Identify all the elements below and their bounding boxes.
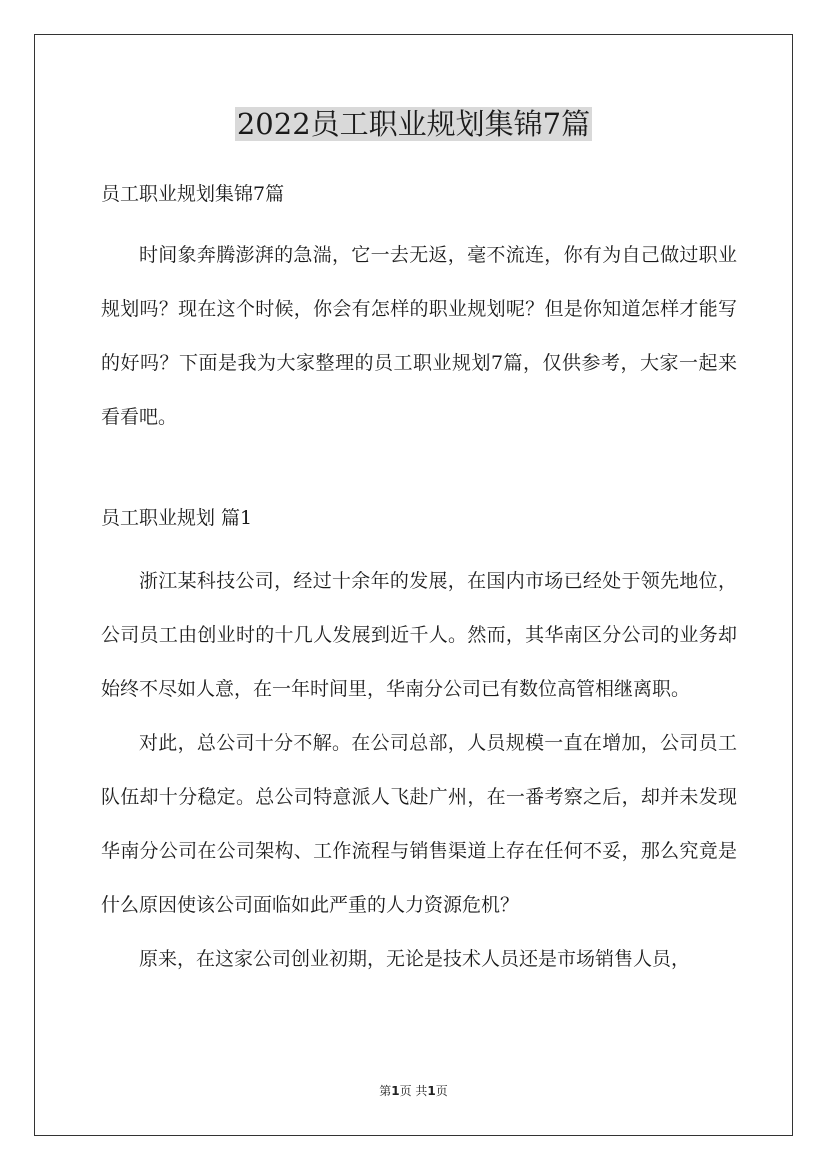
document-title — [0, 104, 827, 144]
footer-prefix: 第 — [379, 1084, 392, 1098]
body-paragraph-1: 浙江某科技公司，经过十余年的发展，在国内市场已经处于领先地位，公司员工由创业时的十几人发展到近千人。然而，其华南区分公司的业务却始终不尽如人意，在一年时间里，华南分公司已有数位高管相继离职。 — [101, 570, 737, 700]
footer-suffix: 页 — [435, 1084, 448, 1098]
intro-paragraph: 时间象奔腾澎湃的急湍，它一去无返，毫不流连，你有为自己做过职业规划吗？现在这个时候，你会有怎样的职业规划呢？但是你知道怎样才能写的好吗？下面是我为大家整理的员工职业规划7篇，仅供参考，大家一起来看看吧。 — [101, 244, 737, 428]
footer-page-current: 1 — [391, 1084, 400, 1098]
section-heading: 员工职业规划 篇1 — [101, 507, 253, 529]
body-paragraph-3: 原来，在这家公司创业初期，无论是技术人员还是市场销售人员， — [139, 948, 691, 970]
document-subtitle: 员工职业规划集锦7篇 — [101, 183, 285, 205]
section-body — [101, 554, 737, 986]
page-footer — [0, 1082, 827, 1099]
footer-mid: 页 共 — [399, 1084, 428, 1098]
intro-block — [101, 228, 737, 444]
footer-page-total: 1 — [427, 1084, 436, 1098]
body-paragraph-2: 对此，总公司十分不解。在公司总部，人员规模一直在增加，公司员工队伍却十分稳定。总公司特意派人飞赴广州，在一番考察之后，却并未发现华南分公司在公司架构、工作流程与销售渠道上存在任何不妥，那么究竟是什么原因使该公司面临如此严重的人力资源危机？ — [101, 732, 737, 916]
document-title-text: 2022员工职业规划集锦7篇 — [236, 107, 591, 141]
